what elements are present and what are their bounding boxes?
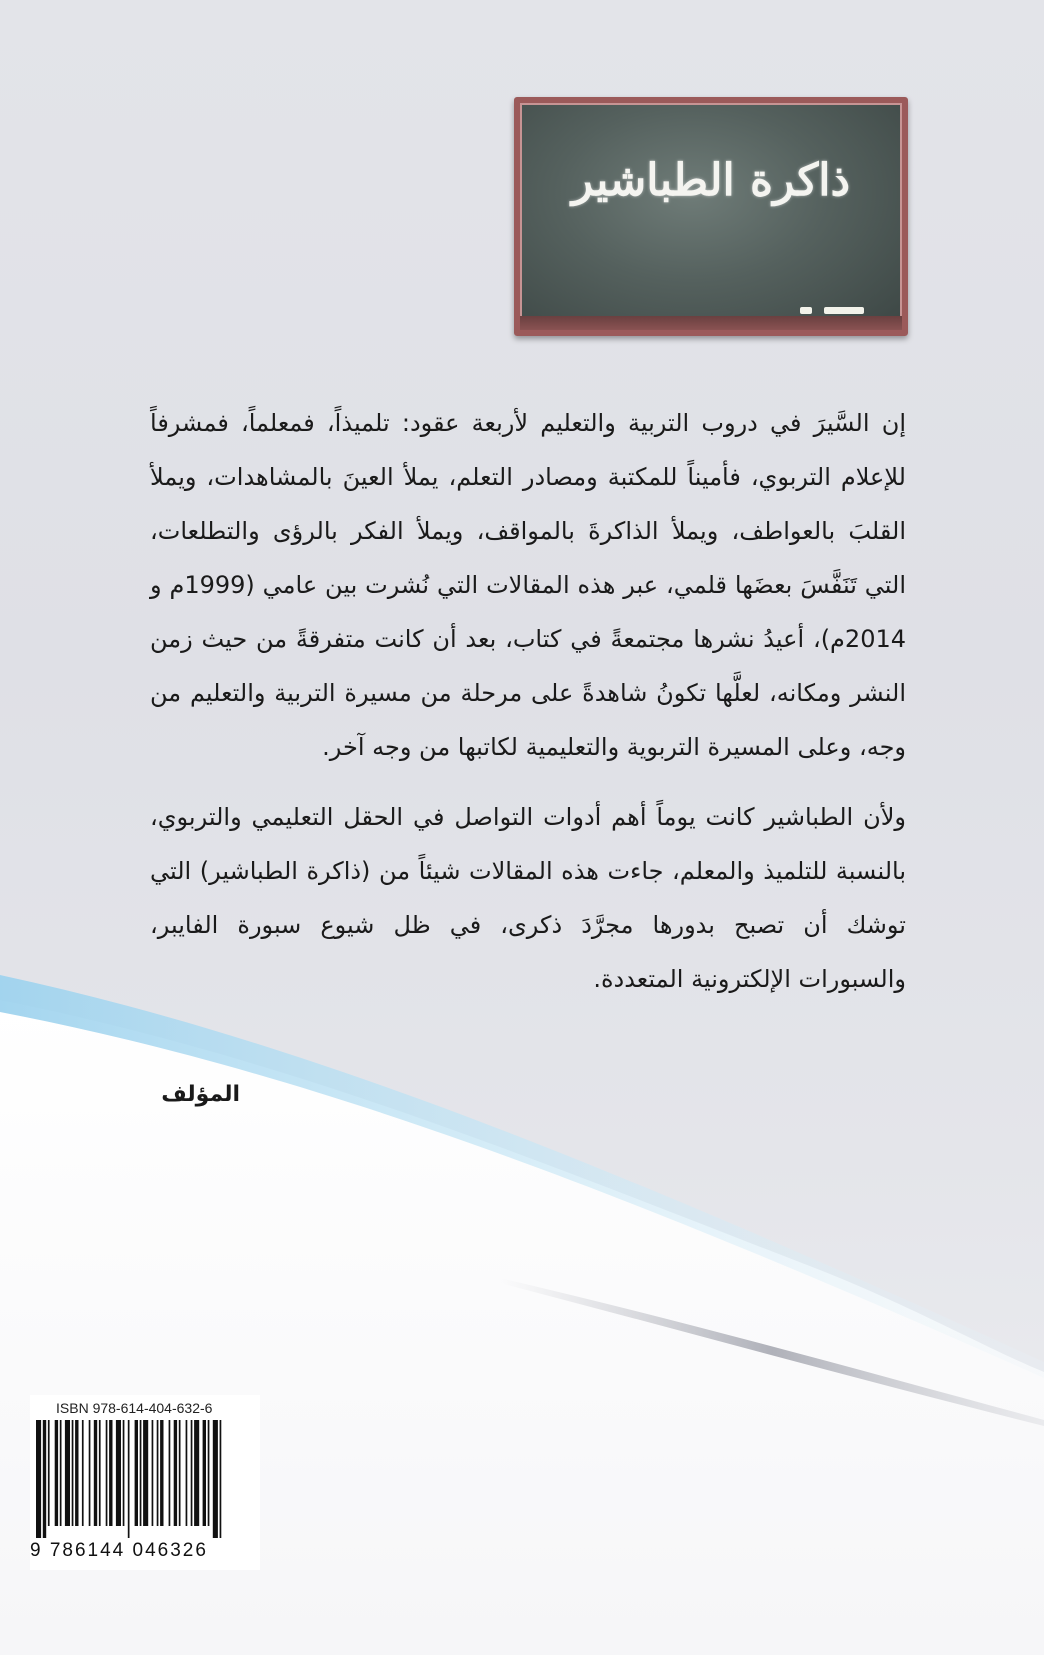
chalk-piece-small [800, 307, 812, 314]
isbn-label: ISBN 978-614-404-632-6 [56, 1400, 213, 1416]
barcode-bar [135, 1420, 138, 1526]
barcode-bar [157, 1420, 159, 1526]
barcode-bar [82, 1420, 84, 1526]
barcode-bar [179, 1420, 181, 1526]
barcode-bar [194, 1420, 199, 1526]
barcode-bar [152, 1420, 154, 1526]
chalkboard-ledge [520, 316, 902, 330]
author-signature: المؤلف [161, 1082, 240, 1107]
barcode-bar [208, 1420, 210, 1526]
book-title: ذاكرة الطباشير [571, 155, 851, 206]
barcode-bar [43, 1420, 46, 1538]
barcode-bar [140, 1420, 142, 1526]
barcode-bar [186, 1420, 188, 1526]
barcode-bar [116, 1420, 121, 1526]
barcode-bar [94, 1420, 97, 1526]
barcode-bar [174, 1420, 177, 1526]
barcode-bar [213, 1420, 218, 1538]
chalkboard-title-frame [514, 97, 908, 336]
barcode-bar [128, 1420, 130, 1538]
barcode-bar [191, 1420, 193, 1526]
barcode-bar [65, 1420, 70, 1526]
barcode-bar [220, 1420, 222, 1538]
barcode-bar [89, 1420, 91, 1526]
barcode-bar [55, 1420, 58, 1526]
back-cover-text [150, 396, 906, 1022]
barcode-bar [48, 1420, 50, 1526]
chalk-piece [824, 307, 864, 314]
barcode-bar [75, 1420, 78, 1526]
barcode-bar [99, 1420, 101, 1526]
barcode-bar [109, 1420, 112, 1526]
barcode-digits: 9 786144 046326 [30, 1540, 208, 1561]
barcode-bar [123, 1420, 125, 1526]
barcode-bar [160, 1420, 163, 1526]
barcode-bar [169, 1420, 171, 1526]
barcode-bar [203, 1420, 206, 1526]
paragraph-2: ولأن الطباشير كانت يوماً أهم أدوات التواصل في الحقل التعليمي والتربوي، بالنسبة للتلميذ والمعلم، جاءت هذه المقالات شيئاً من (ذاكرة الطباشير) التي توشك أن تصبح بدورها مجرَّدَ ذكرى، في ظل شيوع سبورة الفايبر، والسبورات الإلكترونية المتعددة. [150, 803, 906, 993]
barcode-bar [72, 1420, 74, 1526]
barcode-bar [143, 1420, 148, 1526]
paragraph-1: إن السَّيرَ في دروب التربية والتعليم لأربعة عقود: تلميذاً، فمعلماً، فمشرفاً للإعلام التربوي، فأميناً للمكتبة ومصادر التعلم، يملأ العينَ بالمشاهدات، ويملأ القلبَ بالعواطف، ويملأ الذاكرةَ بالمواقف، ويملأ الفكر بالرؤى والتطلعات، التي تَنَفَّسَ بعضَها قلمي، عبر هذه المقالات التي نُشرت بين عامي (1999م و 2014م)، أعيدُ نشرها مجتمعةً في كتاب، بعد أن كانت متفرقةً من حيث زمن النشر ومكانه، لعلَّها تكونُ شاهدةً على مرحلة من مسيرة التربية والتعليم من وجه، وعلى المسيرة التربوية والتعليمية لكاتبها من وجه آخر. [150, 409, 907, 761]
barcode-icon [36, 1420, 250, 1538]
barcode-bar [36, 1420, 41, 1538]
barcode-bar [106, 1420, 108, 1526]
barcode-bar [60, 1420, 62, 1526]
